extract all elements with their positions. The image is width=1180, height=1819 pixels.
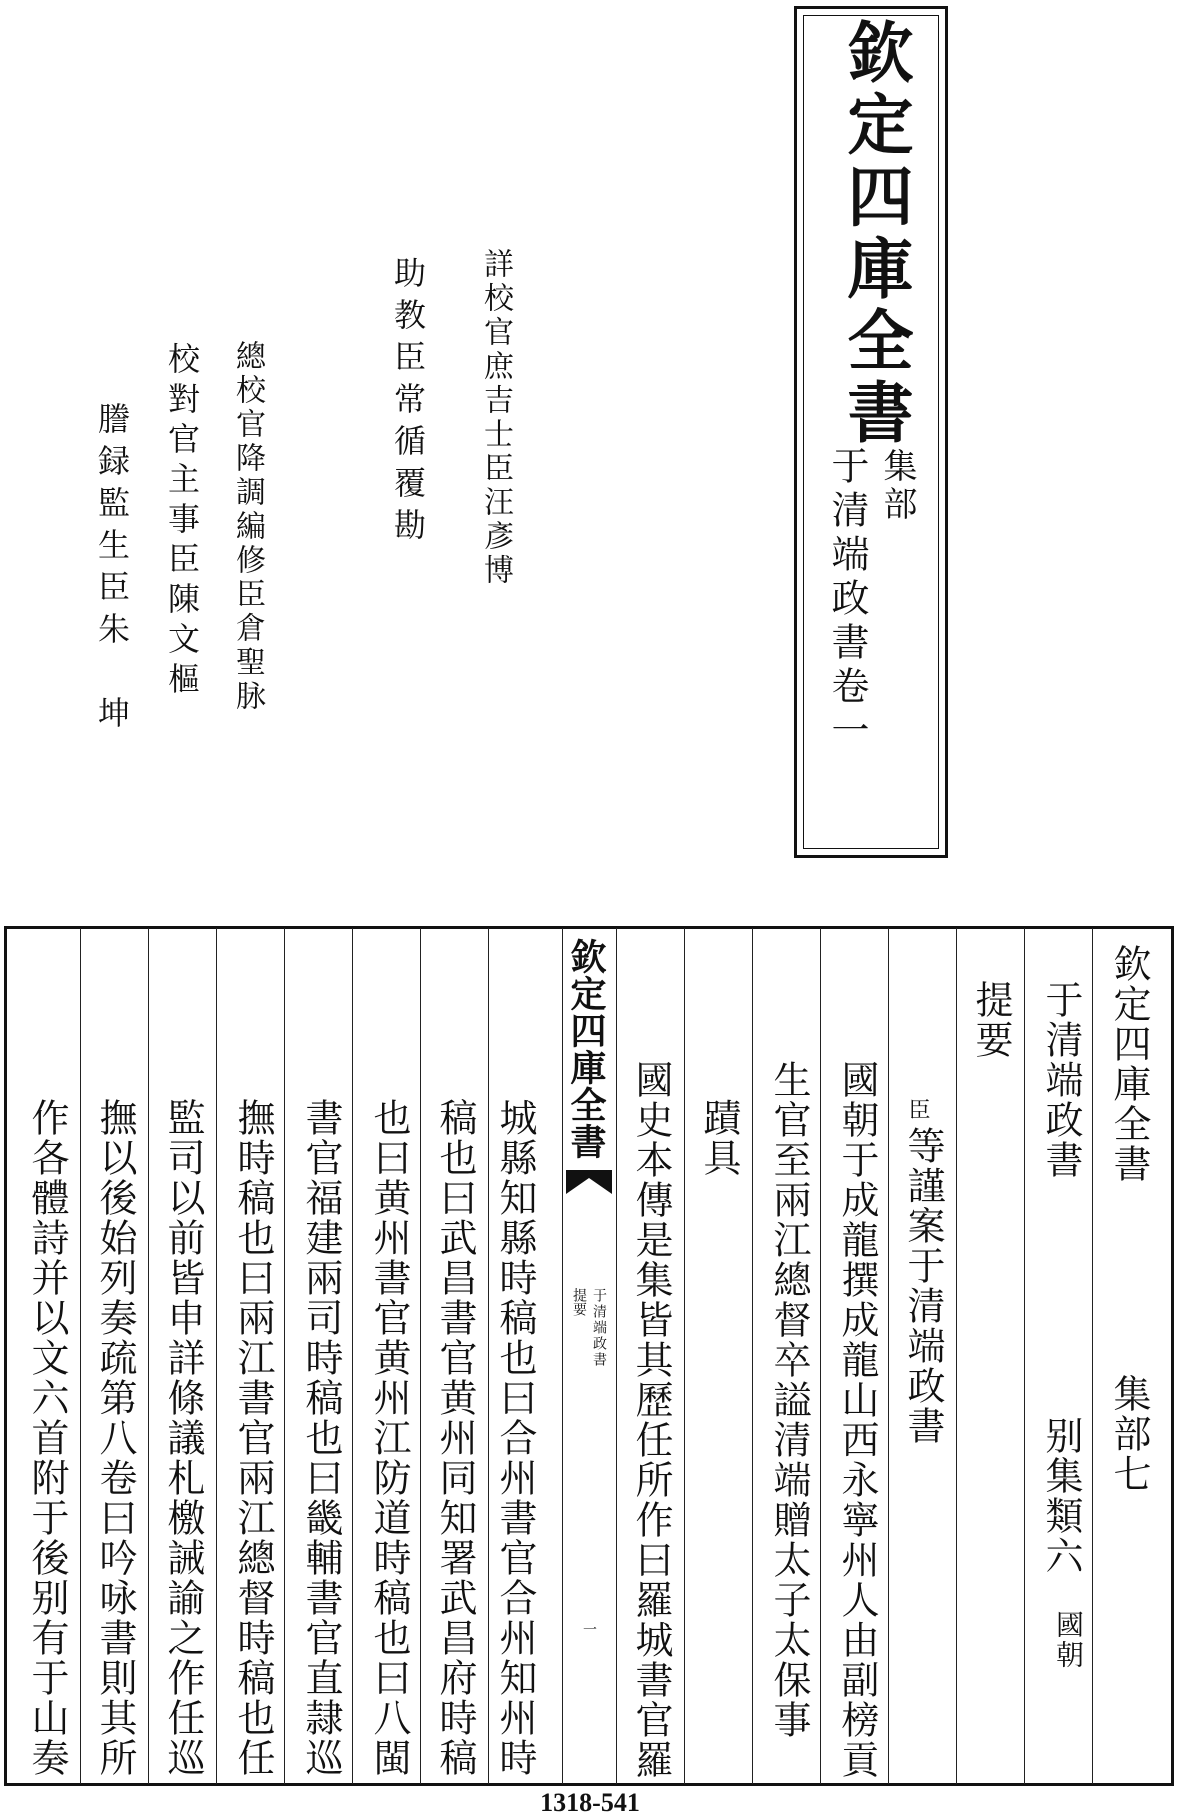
- text-column: 也曰黄州書官黄州江防道時稿也曰八閩: [367, 1098, 411, 1778]
- banxin-subtitle: 提要: [571, 1288, 587, 1316]
- banxin-book-title: 于清端政書: [591, 1288, 607, 1368]
- column-rule: [956, 928, 957, 1784]
- column-rule: [684, 928, 685, 1784]
- chen-mark: 臣: [905, 1098, 930, 1120]
- banxin-rule: [562, 928, 563, 1784]
- text-column: 書官福建兩司時稿也曰畿輔書官直隷巡: [299, 1098, 343, 1778]
- text-column: 稿也曰武昌書官黄州同知署武昌府時稿: [433, 1098, 477, 1778]
- column-rule: [352, 928, 353, 1784]
- book-volume-title: 于清端政書卷一: [825, 446, 869, 754]
- text-column: 監司以前皆申詳條議札檄誡諭之作任巡: [161, 1098, 205, 1778]
- book-title: 于清端政書: [1039, 980, 1083, 1180]
- text-column: 生官至兩江總督卒謚清端贈太子太保事: [767, 1060, 811, 1740]
- juan-label: 集部七: [1107, 1374, 1151, 1494]
- column-rule: [752, 928, 753, 1784]
- text-column: 國史本傳是集皆其歷任所作曰羅城書官羅: [629, 1060, 673, 1780]
- column-rule: [80, 928, 81, 1784]
- fish-tail-icon: [566, 1170, 612, 1194]
- dynasty-label: 國朝: [1052, 1610, 1085, 1670]
- column-rule: [820, 928, 821, 1784]
- official-line: 助教臣常循覆勘: [389, 256, 427, 550]
- text-column: 蹟具: [697, 1098, 741, 1178]
- text-column: 作各體詩并以文六首附于後别有于山奏: [25, 1098, 69, 1778]
- classification-label: 别集類六: [1039, 1416, 1083, 1576]
- page-header-title: 欽定四庫全書: [1107, 944, 1151, 1184]
- column-rule: [216, 928, 217, 1784]
- column-rule: [148, 928, 149, 1784]
- tiyao-heading: 提要: [969, 980, 1013, 1060]
- banxin-rule: [616, 928, 617, 1784]
- section-label: 集部: [877, 448, 917, 524]
- column-rule: [888, 928, 889, 1784]
- page-number: 1318-541: [540, 1788, 640, 1817]
- text-column: 國朝于成龍撰成龍山西永寧州人由副榜貢: [835, 1060, 879, 1780]
- text-column: 撫時稿也曰兩江書官兩江總督時稿也任: [231, 1098, 275, 1778]
- collection-title: 欽定四庫全書: [836, 18, 914, 450]
- column-rule: [488, 928, 489, 1784]
- column-rule: [1092, 928, 1093, 1784]
- tiyao-intro: 等謹案于清端政書: [901, 1126, 945, 1446]
- official-line: 謄録監生臣朱 坤: [93, 402, 131, 738]
- official-line: 總校官降調編修臣倉聖脉: [230, 340, 265, 714]
- banxin-title: 欽定四庫全書: [565, 938, 607, 1160]
- text-column: 撫以後始列奏疏第八卷曰吟咏書則其所: [93, 1098, 137, 1778]
- column-rule: [284, 928, 285, 1784]
- official-line: 校對官主事臣陳文樞: [163, 342, 201, 702]
- column-rule: [1024, 928, 1025, 1784]
- banxin-page-number: 一: [581, 1622, 597, 1636]
- official-line: 詳校官庶吉士臣汪彥博: [478, 248, 513, 588]
- column-rule: [420, 928, 421, 1784]
- text-column: 城縣知縣時稿也曰合州書官合州知州時: [493, 1098, 537, 1778]
